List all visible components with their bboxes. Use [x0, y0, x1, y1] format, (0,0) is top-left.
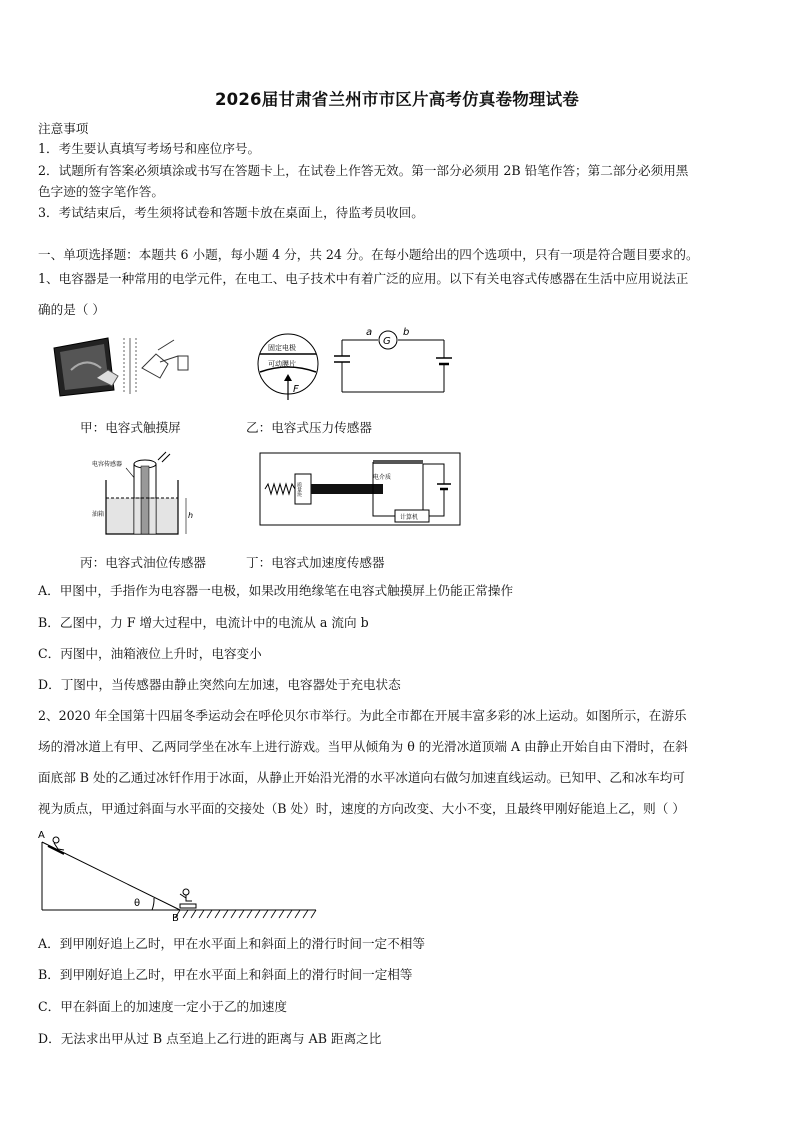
- q2-stem-line4: 视为质点，甲通过斜面与水平面的交接处（B 处）时，速度的方向改变、大小不变，且最终甲刚好能追上乙，则（ ）: [38, 801, 685, 816]
- touchscreen-figure: [46, 330, 196, 402]
- caption-ding: 丁：电容式加速度传感器: [246, 555, 385, 570]
- caption-jia: 甲：电容式触摸屏: [80, 420, 181, 435]
- dielectric-label: 电介质: [373, 474, 392, 481]
- q2-option-c: C．甲在斜面上的加速度一定小于乙的加速度: [38, 999, 287, 1014]
- caption-yi: 乙：电容式压力传感器: [246, 420, 372, 435]
- accelerometer-figure: [259, 452, 461, 526]
- q1-stem-line2: 确的是（ ）: [38, 302, 105, 317]
- force-label: F: [293, 384, 299, 395]
- q2-stem-line1: 2、2020 年全国第十四届冬季运动会在呼伦贝尔市举行。为此全市都在开展丰富多彩的冰上运动。如图所示，在游乐: [38, 708, 687, 723]
- q1-option-a: A．甲图中，手指作为电容器一电极，如果改用绝缘笔在电容式触摸屏上仍能正常操作: [38, 583, 514, 598]
- galvanometer-label: G: [383, 336, 391, 347]
- q2-stem-line3: 面底部 B 处的乙通过冰钎作用于冰面，从静止开始沿光滑的水平冰道向右做匀加速直线运动。已知甲、乙和冰车均可: [38, 770, 685, 785]
- notice-item-2-cont: 色字迹的签字笔作答。: [38, 184, 164, 199]
- notice-heading: 注意事项: [38, 121, 89, 136]
- point-a-label: a: [366, 327, 373, 338]
- oil-level-figure: [92, 450, 196, 540]
- height-label: h: [188, 511, 194, 520]
- page-title: 2026届甘肃省兰州市市区片高考仿真卷物理试卷: [214, 90, 580, 109]
- incline-figure: [34, 826, 324, 922]
- pressure-sensor-figure: [254, 326, 452, 406]
- yi-sled-icon: [180, 889, 196, 908]
- fixed-electrode-label: 固定电极: [268, 344, 296, 352]
- notice-item-3: 3．考试结束后，考生须将试卷和答题卡放在桌面上，待监考员收回。: [38, 205, 424, 220]
- q1-stem-line1: 1、电容器是一种常用的电学元件，在电工、电子技术中有着广泛的应用。以下有关电容式传感器在生活中应用说法正: [38, 271, 689, 286]
- notice-item-2: 2．试题所有答案必须填涂或书写在答题卡上，在试卷上作答无效。第一部分必须用 2B 铅笔作答；第二部分必须用黑: [38, 163, 689, 178]
- theta-label: θ: [134, 898, 141, 909]
- q1-option-d: D．丁图中，当传感器由静止突然向左加速，电容器处于充电状态: [38, 677, 401, 692]
- caption-bing: 丙：电容式油位传感器: [80, 555, 206, 570]
- q1-option-c: C．丙图中，油箱液位上升时，电容变小: [38, 646, 262, 661]
- q2-stem-line2: 场的滑冰道上有甲、乙两同学坐在冰车上进行游戏。当甲从倾角为 θ 的光滑冰道顶端 A 由静止开始自由下滑时，在斜: [38, 739, 688, 754]
- movable-film-label: 可动膜片: [268, 360, 296, 368]
- q2-option-d: D．无法求出甲从过 B 点至追上乙行进的距离与 AB 距离之比: [38, 1031, 382, 1046]
- sensor-label: 电容传感器: [92, 461, 123, 468]
- section-heading: 一、单项选择题：本题共 6 小题，每小题 4 分，共 24 分。在每小题给出的四个选项中，只有一项是符合题目要求的。: [38, 247, 699, 262]
- point-a-label: A: [38, 830, 45, 841]
- q2-option-b: B．到甲刚好追上乙时，甲在水平面上和斜面上的滑行时间一定相等: [38, 967, 413, 982]
- point-b-label: b: [403, 327, 410, 338]
- point-b-label: B: [172, 913, 179, 922]
- oil-tank-label: 油箱: [92, 511, 105, 518]
- mass-label: 质量块: [296, 482, 302, 497]
- q1-option-b: B．乙图中，力 F 增大过程中，电流计中的电流从 a 流向 b: [38, 615, 369, 630]
- notice-item-1: 1．考生要认真填写考场号和座位序号。: [38, 141, 261, 156]
- computer-label: 计算机: [400, 514, 419, 521]
- q2-option-a: A．到甲刚好追上乙时，甲在水平面上和斜面上的滑行时间一定不相等: [38, 936, 425, 951]
